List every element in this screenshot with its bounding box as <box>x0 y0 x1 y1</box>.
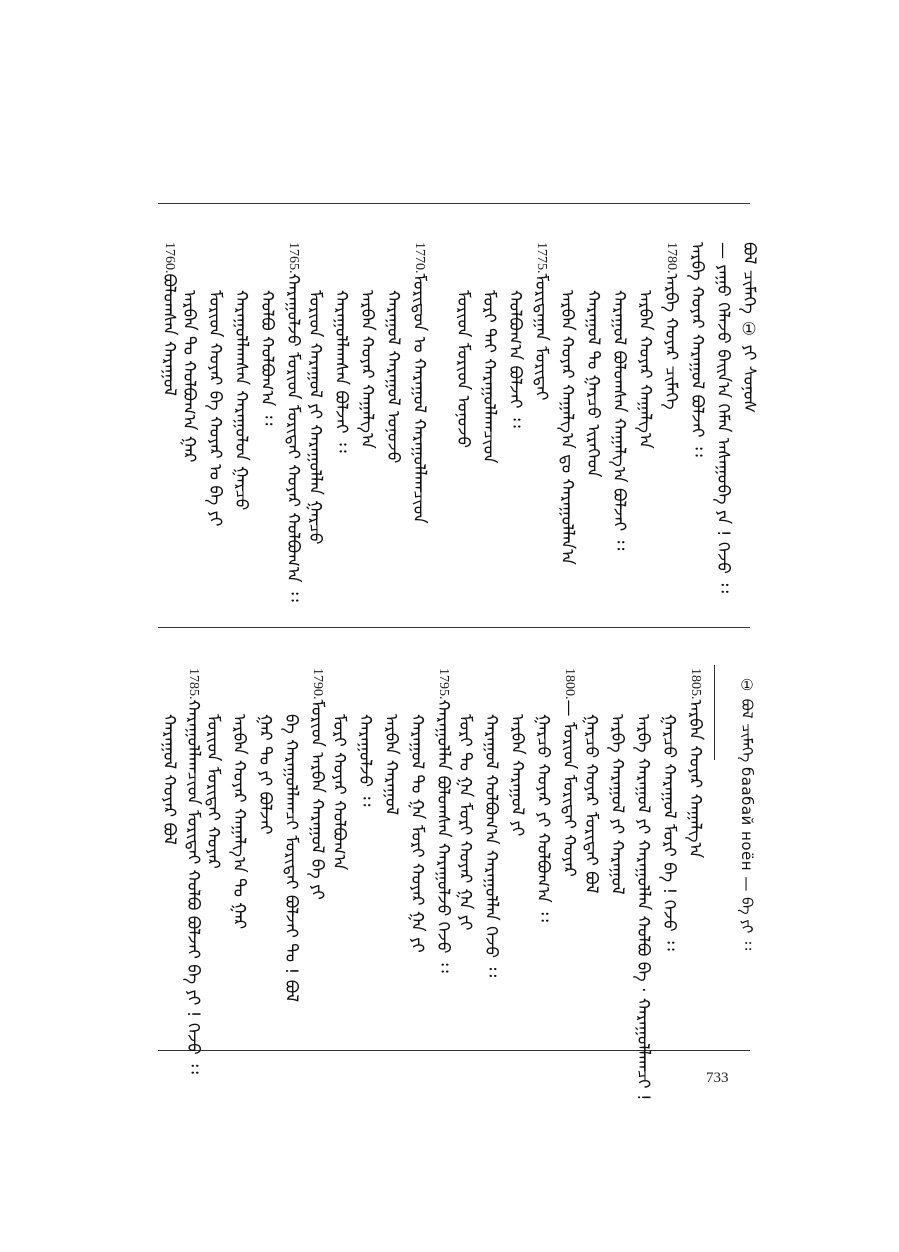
upper-line-12: ᠮᠣᠷᠢᠳ ᠮᠣᠷᠢᠳ ᠤᠨᠤᠵᠤ <box>453 290 473 449</box>
lower-line-17: ᠪᠠ ᠬᠠᠷᠠᠭᠤᠯᠯᠠᠭᠴᠢ ᠮᠣᠷᠢᠲᠠᠢ ᠪᠣᠯᠵᠠᠢ ᠲᠤ ! ᠪᠣᠯ <box>281 714 301 1003</box>
lower-line-13: ᠠᠷᠪᠠᠨ ᠬᠠᠷᠠᠭᠤᠯ <box>381 714 401 816</box>
lower-line-15: ᠮᠣᠷᠢ ᠬᠣᠶᠠᠷ ᠬᠣᠯᠪᠣᠭ᠎ᠠ <box>329 714 349 871</box>
lower-line-7: ᠭᠠᠷᠴᠤ ᠬᠣᠶᠠᠷ ᠶᠢ ᠬᠣᠯᠪᠣᠭ᠎ᠠ ᠄᠄ <box>533 714 553 922</box>
lower-line-22: ᠬᠠᠷᠠᠭᠤᠯ ᠬᠣᠶᠠᠷ ᠪᠣᠯ <box>159 714 179 845</box>
upper-line-9: 1775.ᠮᠣᠷᠢᠳᠠᠭᠠᠨ ᠮᠣᠷᠢᠲᠠᠢ <box>531 242 551 401</box>
upper-line-21: ᠮᠣᠷᠢᠳ ᠬᠣᠶᠠᠷ ᠪᠠ ᠬᠣᠶᠠᠷ ᠤ ᠪᠠ ᠶᠢ <box>205 290 225 527</box>
upper-line-8: ᠠᠷᠪᠠᠨ ᠬᠣᠶᠠᠷ ᠬᠠᠭᠠᠯᠭ᠎ᠠ ᠳᠤ ᠬᠠᠷᠠᠭᠤᠯᠯᠠᠨ᠎ᠠ <box>557 290 577 565</box>
lower-line-11: 1795.ᠬᠠᠷᠠᠭᠤᠯᠯᠠᠨ ᠪᠣᠯᠤᠭᠰᠠᠨ ᠬᠠᠷᠠᠭᠤᠯᠵᠤ ᠭᠡᠵᠦ ᠄᠄ <box>433 668 453 973</box>
footnote-divider <box>714 665 715 760</box>
lower-line-3: ᠠᠷᠪᠠ ᠬᠠᠷᠠᠭᠤᠯ ᠶᠢ ᠬᠠᠷᠠᠭᠤᠯᠯᠠᠨ ᠬᠣᠯᠪᠣ ᠪᠠ · ᠬᠠᠷᠠᠭᠤᠯᠯᠠᠭᠴᠢ ! <box>633 714 653 1101</box>
middle-rule <box>158 627 750 628</box>
lower-line-8: ᠠᠷᠪᠠᠨ ᠬᠠᠷᠠᠭᠤᠯ ᠶᠢ <box>507 714 527 837</box>
upper-line-14: ᠬᠠᠷᠠᠭᠤᠯ ᠬᠠᠷᠠᠭᠤᠯ ᠤᠨᠤᠵᠤ <box>383 290 403 464</box>
lower-line-16: 1790.ᠮᠣᠷᠢᠳ ᠠᠷᠪᠠᠨ ᠬᠠᠷᠠᠭᠤᠯ ᠪᠠ ᠶᠢ <box>307 668 327 900</box>
lower-line-20: ᠮᠣᠷᠢᠳ ᠮᠣᠷᠢᠲᠠᠢ ᠬᠣᠶᠠᠷ <box>203 714 223 869</box>
footnote-marker: ① <box>738 676 756 694</box>
lower-line-12: ᠬᠠᠷᠠᠭᠤᠯ ᠲᠤ ᠭᠠ ᠮᠣᠷᠢ ᠬᠣᠶᠠᠷ ᠭᠠ ᠶᠢ <box>407 714 427 953</box>
lower-line-5: ᠭᠠᠷᠴᠤ ᠬᠣᠶᠠᠷ ᠮᠣᠷᠢᠲᠠᠢ ᠪᠣᠯ <box>581 714 601 894</box>
upper-line-1: ᠪᠣᠯ ᠴᠢᠮᠡᠭᠡ ① ᠶᠢ ᠰᠣᠨᠣᠰ <box>739 242 759 414</box>
upper-line-18: 1765.ᠬᠠᠷᠠᠭᠤᠯᠵᠤ ᠮᠣᠷᠢᠳ ᠮᠣᠷᠢᠲᠠᠢ ᠬᠣᠶᠠᠷ ᠬᠣᠯᠪᠣᠭ᠎ᠠ ᠄᠄ <box>283 242 303 602</box>
lower-line-6: 1800.— ᠮᠣᠷᠢᠳ ᠮᠣᠷᠢᠲᠠᠢ ᠬᠣᠶᠠᠷ <box>559 668 579 877</box>
upper-line-11: ᠮᠣᠷᠢ ᠲᠠᠢ ᠬᠠᠷᠠᠭᠤᠯᠯᠠᠭᠴᠢᠳ <box>479 290 499 464</box>
upper-line-7: ᠬᠠᠷᠠᠭᠤᠯ ᠲᠤ ᠭᠠᠷᠴᠤ ᠢᠷᠡᠭᠡᠳ <box>583 290 603 478</box>
upper-line-2: — ᠶᠠᠭᠤ ᠬᠡᠯᠡᠵᠦ ᠪᠠᠢᠨ᠎ᠠ ᠬᠡᠮᠡᠨ ᠠᠰᠠᠭᠤᠪᠠ ᠶᠠ ! ᠭᠡᠵᠦ ᠄᠄ <box>713 242 733 593</box>
upper-line-5: ᠠᠷᠪᠠᠨ ᠬᠣᠶᠠᠷ ᠬᠠᠭᠠᠯᠭ᠎ᠠ <box>635 290 655 449</box>
footnote <box>736 676 758 950</box>
top-rule <box>158 203 750 204</box>
page-number: 733 <box>706 1070 729 1086</box>
upper-line-10: ᠬᠣᠯᠪᠣᠭ᠎ᠠ ᠪᠣᠯᠵᠠᠢ ᠄᠄ <box>505 290 525 428</box>
upper-line-20: ᠬᠠᠷᠠᠭᠤᠯᠯᠠᠭᠰᠠᠨ ᠬᠠᠷᠠᠭᠤᠯᠤᠨ ᠭᠠᠷᠴᠤ <box>231 290 251 511</box>
lower-line-10: ᠮᠣᠷᠢ ᠲᠤ ᠭᠠ ᠮᠣᠷᠢ ᠬᠣᠶᠠᠷ ᠭᠠ ᠶᠢ <box>455 714 475 931</box>
bottom-rule <box>158 1050 750 1051</box>
upper-line-16: ᠬᠠᠷᠠᠭᠤᠯᠯᠠᠭᠰᠠᠨ ᠪᠣᠯᠵᠠᠢ ᠄᠄ <box>331 290 351 453</box>
upper-line-17: ᠮᠣᠷᠢᠳ ᠬᠠᠷᠠᠭᠤᠯ ᠶᠢ ᠬᠠᠷᠠᠭᠤᠯᠯᠠᠨ ᠭᠠᠷᠴᠤ <box>305 290 325 545</box>
upper-line-22: ᠠᠷᠪᠠᠨ ᠲᠤ ᠬᠣᠯᠪᠣᠭ᠎ᠠ ᠭᠠᠷ <box>179 290 199 463</box>
lower-line-4: ᠠᠷᠪᠠ ᠬᠠᠷᠠᠭᠤᠯ ᠶᠢ ᠬᠠᠷᠠᠭᠤᠯ <box>607 714 627 895</box>
footnote-text: ᠪᠣᠯ ᠴᠢᠮᠡᠭᠡ баабай ноён — ᠪᠠ ᠶᠢ ᠄᠄ <box>738 698 756 951</box>
lower-line-21: 1785.ᠬᠠᠷᠠᠭᠤᠯᠯᠠᠭᠴᠢᠳ ᠮᠣᠷᠢᠲᠠᠢ ᠬᠣᠯᠪᠣ ᠪᠣᠯᠵᠠᠢ ᠪᠠ ᠶᠢ ! ᠭᠡᠵᠦ ᠄᠄ <box>183 668 203 1074</box>
upper-line-3: ᠠᠷᠪᠠ ᠬᠣᠶᠠᠷ ᠬᠠᠷᠠᠭᠤᠯ ᠪᠣᠯᠵᠠᠢ ᠄᠄ <box>687 242 707 457</box>
lower-line-1: 1805.ᠠᠷᠪᠠᠨ ᠬᠣᠶᠠᠷ ᠬᠠᠭᠠᠯᠭ᠎ᠠ <box>685 668 705 859</box>
lower-line-9: ᠬᠠᠷᠠᠭᠤᠯ ᠬᠣᠯᠪᠣᠭ᠎ᠠ ᠬᠠᠷᠠᠭᠤᠯᠯᠠᠨ ᠭᠡᠵᠦ ᠄᠄ <box>481 714 501 978</box>
upper-line-13: 1770.ᠮᠣᠷᠢᠳᠤᠨ ᠤ ᠬᠠᠷᠠᠭᠤᠯ ᠬᠠᠷᠠᠭᠤᠯᠯᠠᠭᠴᠢᠳ <box>409 242 429 524</box>
upper-line-6: ᠬᠠᠷᠠᠭᠤᠯ ᠪᠣᠯᠤᠭᠰᠠᠨ ᠬᠠᠭᠠᠯᠭ᠎ᠠ ᠪᠣᠯᠵᠠᠢ ᠄᠄ <box>609 290 629 551</box>
lower-line-19: ᠠᠷᠪᠠᠨ ᠬᠣᠶᠠᠷ ᠬᠠᠭᠠᠯᠭ᠎ᠠ ᠲᠤ ᠭᠠᠷ <box>229 714 249 930</box>
upper-line-4: 1780.ᠠᠷᠪᠠ ᠬᠣᠶᠠᠷ ᠴᠢᠮᠡᠭᠡ <box>661 242 681 410</box>
upper-line-15: ᠠᠷᠪᠠᠨ ᠬᠣᠶᠠᠷ ᠬᠠᠭᠠᠯᠭ᠎ᠠ <box>357 290 377 449</box>
upper-line-23: 1760.ᠪᠣᠯᠤᠭᠰᠠᠨ ᠬᠠᠷᠠᠭᠤᠯ <box>159 242 179 397</box>
lower-line-2: ᠭᠠᠷᠴᠤ ᠬᠠᠷᠠᠭᠤᠯ ᠮᠣᠷᠢ ᠪᠠ ! ᠭᠡᠵᠦ ᠄᠄ <box>659 714 679 951</box>
upper-line-19: ᠬᠣᠯᠪᠣ ᠬᠣᠯᠪᠣᠭ᠎ᠠ ᠄᠄ <box>257 290 277 426</box>
lower-line-14: ᠬᠠᠷᠠᠭᠤᠯᠵᠤ ᠄᠄ <box>355 714 375 807</box>
lower-line-18: ᠭᠠᠷ ᠲᠤ ᠶᠢ ᠪᠣᠯᠵᠠᠢ <box>255 714 275 835</box>
